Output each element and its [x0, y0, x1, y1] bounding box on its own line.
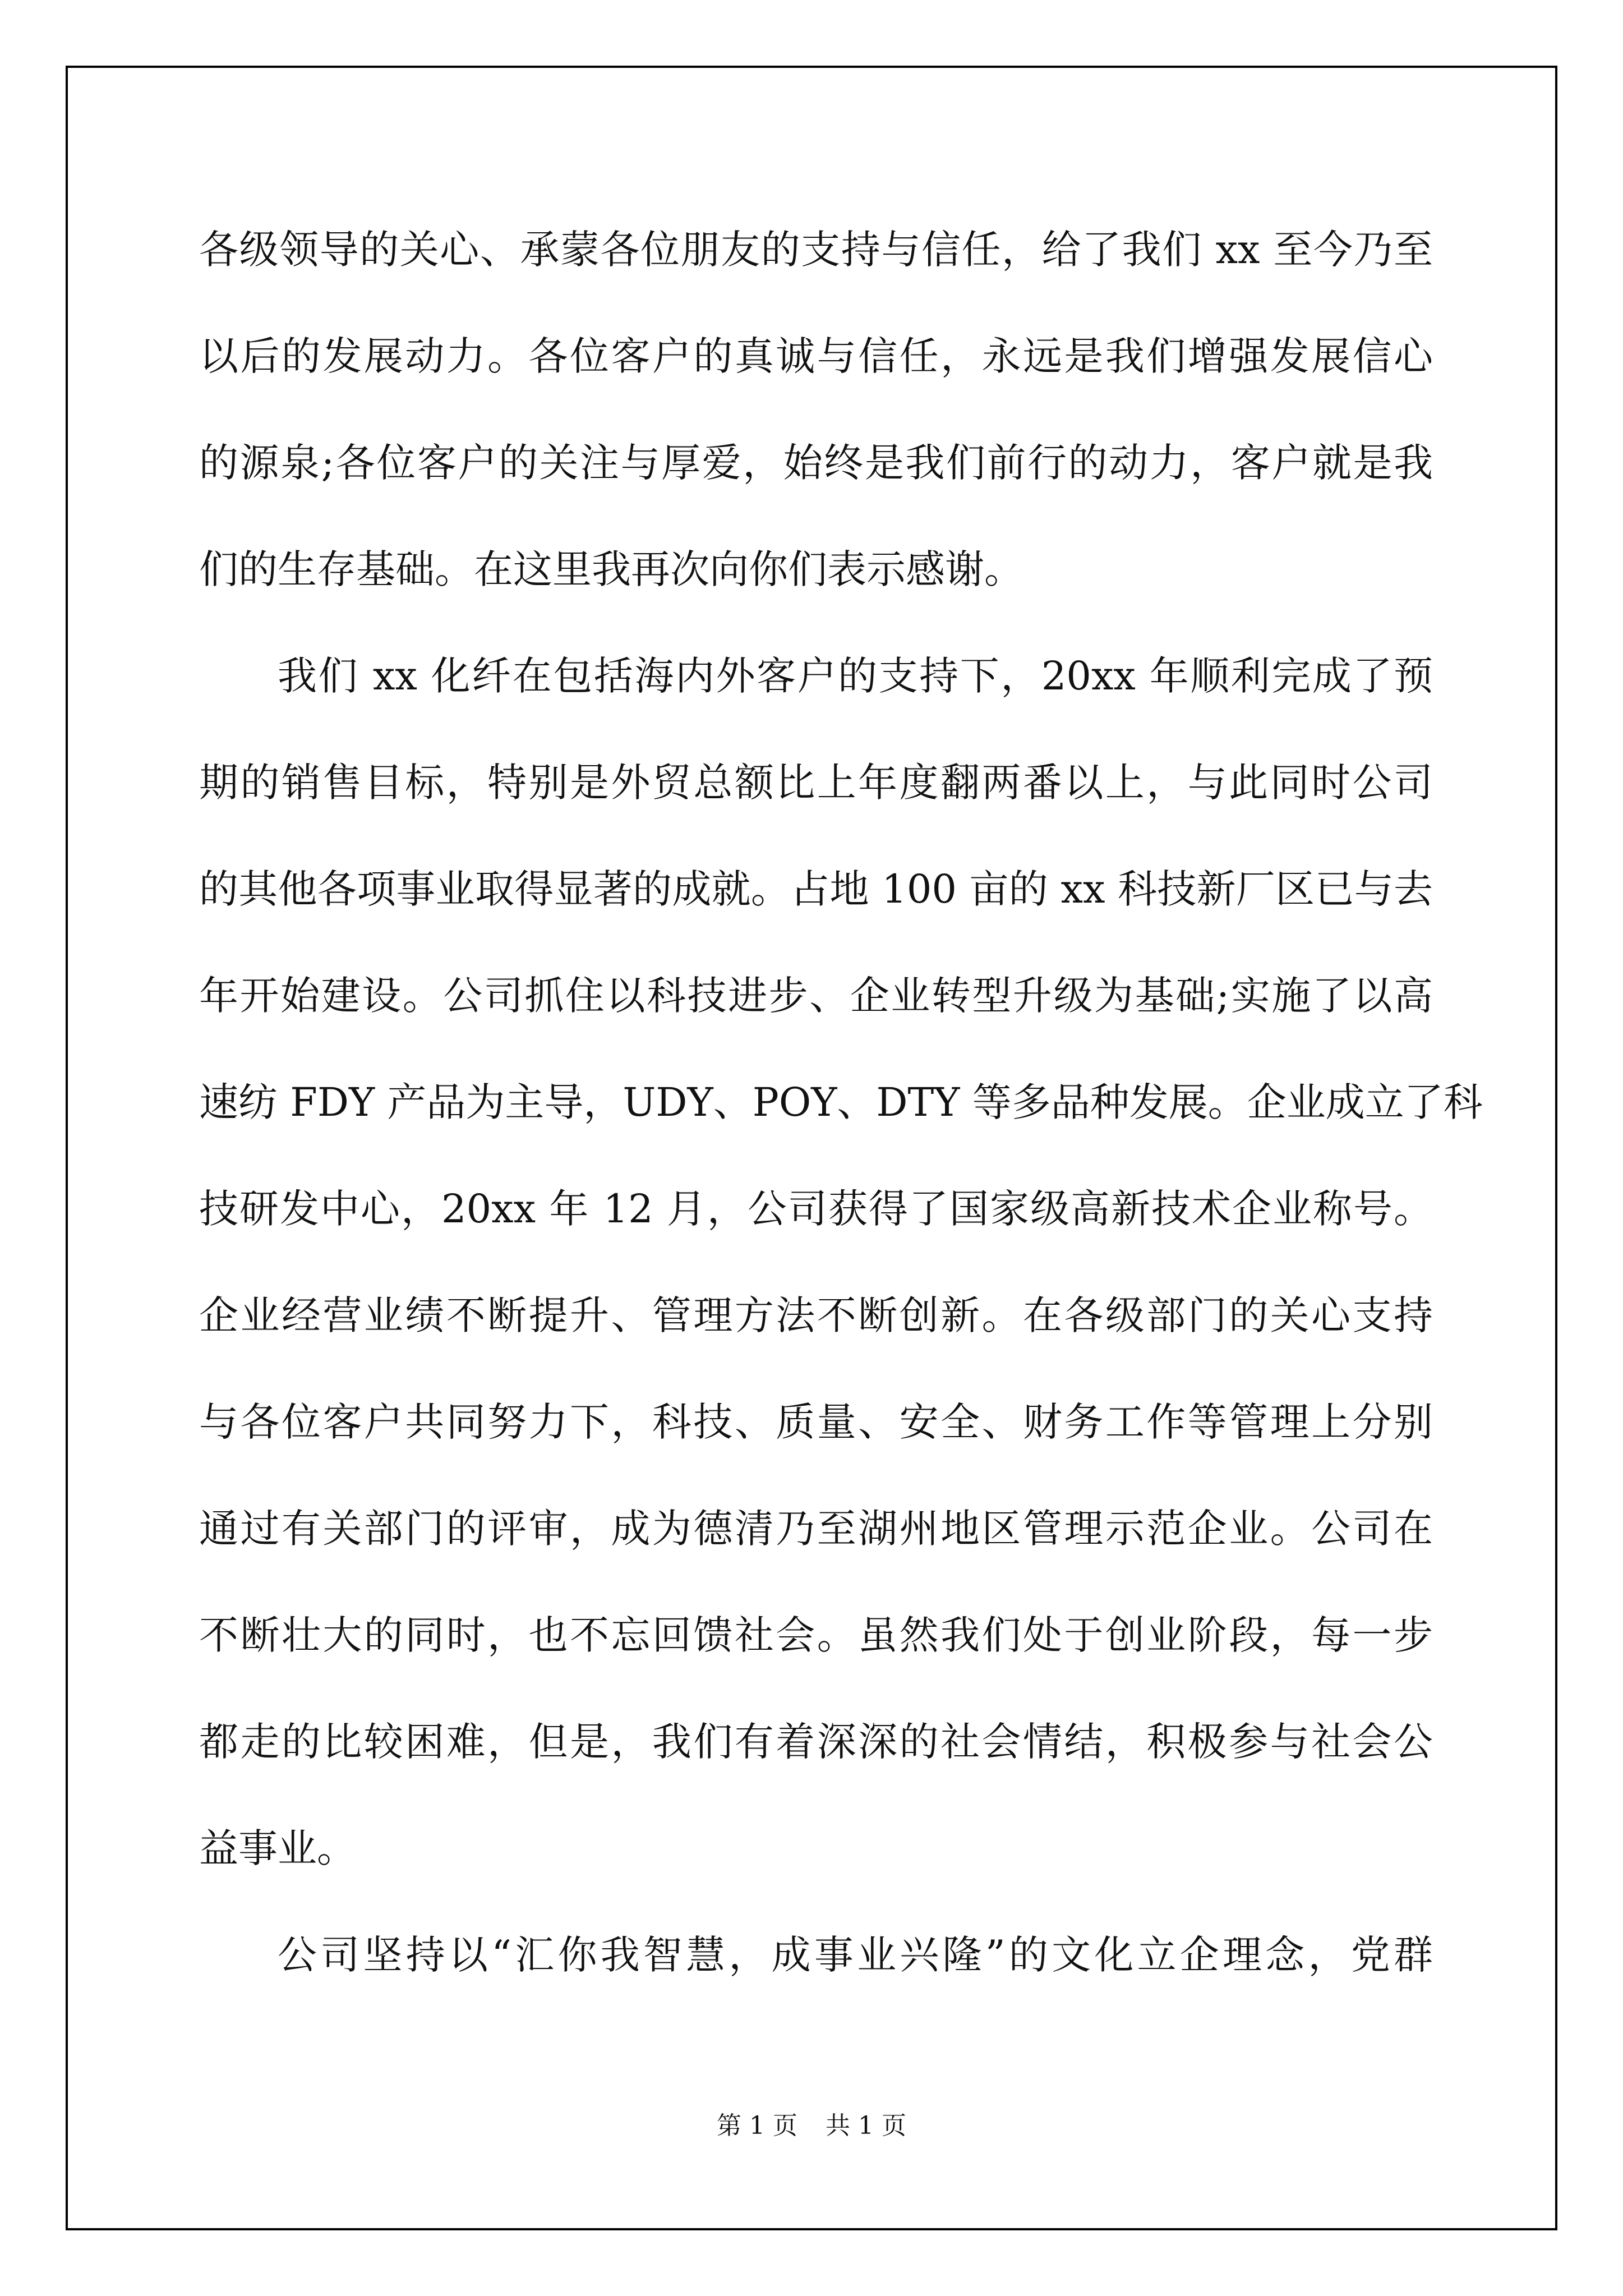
text-line: 的源泉;各位客户的关注与厚爱，始终是我们前行的动力，客户就是我: [199, 440, 1433, 486]
text-line: 益事业。: [199, 1825, 356, 1871]
text-line: 年开始建设。公司抓住以科技进步、企业转型升级为基础;实施了以高: [199, 973, 1433, 1019]
text-line: 以后的发展动力。各位客户的真诚与信任，永远是我们增强发展信心: [199, 333, 1433, 379]
text-line: 企业经营业绩不断提升、管理方法不断创新。在各级部门的关心支持: [199, 1292, 1433, 1338]
text-line: 们的生存基础。在这里我再次向你们表示感谢。: [199, 546, 1023, 592]
text-line: 的其他各项事业取得显著的成就。占地 100 亩的 xx 科技新厂区已与去: [199, 866, 1433, 912]
text-line: 公司坚持以“汇你我智慧，成事业兴隆”的文化立企理念，党群: [278, 1932, 1433, 1978]
page-footer: [0, 2109, 1623, 2143]
text-line: 各级领导的关心、承蒙各位朋友的支持与信任，给了我们 xx 至今乃至: [199, 227, 1433, 273]
page-number: 第 1 页: [717, 2111, 797, 2140]
text-line: 我们 xx 化纤在包括海内外客户的支持下，20xx 年顺利完成了预: [278, 653, 1433, 699]
text-line: 通过有关部门的评审，成为德清乃至湖州地区管理示范企业。公司在: [199, 1506, 1433, 1552]
text-line: 都走的比较困难，但是，我们有着深深的社会情结，积极参与社会公: [199, 1719, 1433, 1765]
text-line: 不断壮大的同时，也不忘回馈社会。虽然我们处于创业阶段，每一步: [199, 1612, 1433, 1658]
text-line: 技研发中心，20xx 年 12 月，公司获得了国家级高新技术企业称号。: [199, 1186, 1433, 1232]
text-line: 与各位客户共同努力下，科技、质量、安全、财务工作等管理上分别: [199, 1399, 1433, 1445]
text-line: 速纺 FDY 产品为主导，UDY、POY、DTY 等多品种发展。企业成立了科: [199, 1079, 1483, 1125]
page-total: 共 1 页: [826, 2111, 906, 2140]
text-line: 期的销售目标，特别是外贸总额比上年度翻两番以上，与此同时公司: [199, 760, 1433, 806]
page-border: [66, 66, 1557, 2230]
